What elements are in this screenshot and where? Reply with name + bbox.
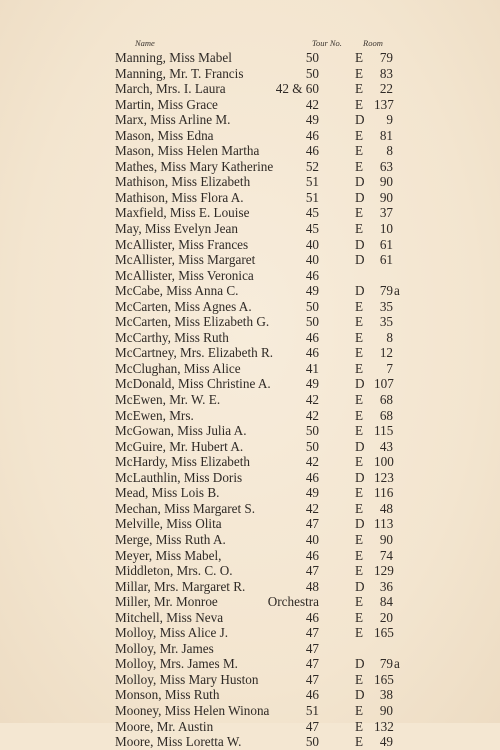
entry-name: Manning, Mr. T. Francis — [115, 65, 244, 81]
entry-tour-number: 50 — [305, 314, 319, 330]
entry-tour-number: 42 — [305, 454, 319, 470]
entry-room-number: 84 — [379, 594, 393, 610]
entry-name: Monson, Miss Ruth — [115, 687, 220, 703]
entry-room-number: 8 — [386, 143, 393, 159]
entry-room-number: 68 — [379, 392, 393, 408]
entry-room-deck: E — [355, 81, 364, 97]
entry-room-number: 35 — [379, 298, 393, 314]
entry-tour-number: 50 — [305, 65, 319, 81]
entry-room-number: 123 — [374, 469, 394, 485]
entry-tour-number: 45 — [305, 205, 319, 221]
entry-room-number: 12 — [379, 345, 393, 361]
list-item — [115, 345, 415, 361]
entry-name: Moore, Miss Loretta W. — [115, 734, 242, 750]
entry-room-deck: E — [355, 609, 364, 625]
entry-tour-number: 47 — [305, 625, 319, 641]
entry-name: Meyer, Miss Mabel, — [115, 547, 222, 563]
list-item — [115, 548, 415, 564]
entry-room-number: 7 — [386, 360, 393, 376]
entry-room-deck: D — [355, 236, 365, 252]
entry-room-deck: D — [355, 687, 365, 703]
entry-name: Merge, Miss Ruth A. — [115, 531, 226, 547]
entry-tour-number: 50 — [305, 734, 319, 750]
entry-name: Mathison, Miss Elizabeth — [115, 174, 251, 190]
entry-name: McCartney, Mrs. Elizabeth R. — [115, 345, 274, 361]
entry-tour-number: Orchestra — [267, 594, 319, 610]
list-item — [115, 641, 415, 657]
entry-room-number: 79 — [379, 50, 393, 65]
entry-room-number: 107 — [374, 376, 394, 392]
entry-tour-number: 47 — [305, 671, 319, 687]
list-item — [115, 112, 415, 128]
entry-room-number: 8 — [386, 329, 393, 345]
entry-room-deck: E — [355, 143, 364, 159]
entry-name: Millar, Mrs. Margaret R. — [115, 578, 246, 594]
entry-rows — [115, 50, 415, 750]
entry-room-number: 74 — [379, 547, 393, 563]
entry-name: McAllister, Miss Frances — [115, 236, 249, 252]
entry-name: McGuire, Mr. Hubert A. — [115, 438, 244, 454]
list-item — [115, 439, 415, 455]
entry-room-number: 38 — [379, 687, 393, 703]
entry-name: Melville, Miss Olita — [115, 516, 222, 532]
entry-room-number: 165 — [374, 671, 394, 687]
entry-room-deck: E — [355, 407, 364, 423]
entry-tour-number: 52 — [305, 158, 319, 174]
entry-room-number: 83 — [379, 65, 393, 81]
entry-tour-number: 51 — [305, 189, 319, 205]
entry-name: Marx, Miss Arline M. — [115, 112, 231, 128]
list-item — [115, 625, 415, 641]
entry-name: McHardy, Miss Elizabeth — [115, 454, 251, 470]
entry-tour-number: 47 — [305, 516, 319, 532]
entry-tour-number: 51 — [305, 174, 319, 190]
entry-room-deck: D — [355, 656, 365, 672]
list-item — [115, 330, 415, 346]
list-item — [115, 579, 415, 595]
entry-room-deck: D — [355, 516, 365, 532]
entry-tour-number: 50 — [305, 438, 319, 454]
entry-room-deck: E — [355, 314, 364, 330]
entry-tour-number: 50 — [305, 50, 319, 65]
entry-room-number: 129 — [374, 563, 394, 579]
list-item — [115, 50, 415, 66]
entry-room-number: 90 — [379, 189, 393, 205]
entry-room-number: 61 — [379, 252, 393, 268]
entry-room-deck: E — [355, 360, 364, 376]
entry-tour-number: 40 — [305, 531, 319, 547]
entry-room-number: 22 — [379, 81, 393, 97]
entry-room-deck: D — [355, 283, 365, 299]
entry-room-number: 90 — [379, 531, 393, 547]
entry-room-deck: E — [355, 158, 364, 174]
list-item — [115, 268, 415, 284]
list-item — [115, 672, 415, 688]
entry-name: Mason, Miss Edna — [115, 127, 214, 143]
entry-room-deck: D — [355, 578, 365, 594]
entry-room-suffix: a — [394, 656, 400, 672]
entry-room-number: 61 — [379, 236, 393, 252]
entry-name: McLauthlin, Miss Doris — [115, 469, 243, 485]
entry-tour-number: 46 — [305, 345, 319, 361]
entry-name: Molloy, Mr. James — [115, 640, 214, 656]
entry-room-number: 132 — [374, 718, 394, 734]
list-item — [115, 687, 415, 703]
entry-tour-number: 42 — [305, 500, 319, 516]
list-item — [115, 656, 415, 672]
list-item — [115, 516, 415, 532]
list-item — [115, 190, 415, 206]
list-item — [115, 283, 415, 299]
entry-tour-number: 47 — [305, 563, 319, 579]
list-item — [115, 423, 415, 439]
list-item — [115, 174, 415, 190]
entry-room-deck: E — [355, 734, 364, 750]
list-item — [115, 501, 415, 517]
entry-name: McCabe, Miss Anna C. — [115, 283, 239, 299]
list-item — [115, 408, 415, 424]
entry-tour-number: 46 — [305, 267, 319, 283]
entry-room-number: 35 — [379, 314, 393, 330]
entry-room-number: 115 — [374, 423, 394, 439]
entry-tour-number: 46 — [305, 687, 319, 703]
list-item — [115, 376, 415, 392]
list-item — [115, 734, 415, 750]
entry-room-deck: E — [355, 500, 364, 516]
entry-name: McEwen, Mr. W. E. — [115, 392, 221, 408]
entry-room-number: 79 — [379, 656, 393, 672]
entry-tour-number: 46 — [305, 329, 319, 345]
entry-tour-number: 41 — [305, 360, 319, 376]
entry-name: Maxfield, Miss E. Louise — [115, 205, 250, 221]
entry-name: Martin, Miss Grace — [115, 96, 218, 112]
entry-room-deck: E — [355, 594, 364, 610]
entry-room-deck: E — [355, 547, 364, 563]
entry-tour-number: 50 — [305, 423, 319, 439]
entry-tour-number: 46 — [305, 547, 319, 563]
entry-room-number: 90 — [379, 702, 393, 718]
entry-tour-number: 47 — [305, 656, 319, 672]
entry-tour-number: 45 — [305, 221, 319, 237]
list-item — [115, 719, 415, 735]
list-item — [115, 237, 415, 253]
entry-room-deck: E — [355, 205, 364, 221]
list-item — [115, 299, 415, 315]
entry-tour-number: 42 — [305, 96, 319, 112]
entry-room-deck: E — [355, 718, 364, 734]
entry-tour-number: 46 — [305, 609, 319, 625]
entry-name: Mason, Miss Helen Martha — [115, 143, 260, 159]
list-item — [115, 703, 415, 719]
entry-name: Miller, Mr. Monroe — [115, 594, 218, 610]
entry-room-number: 116 — [374, 485, 394, 501]
entry-room-deck: E — [355, 423, 364, 439]
list-item — [115, 128, 415, 144]
column-header-room: Room — [363, 38, 383, 48]
list-item — [115, 252, 415, 268]
entry-room-deck: D — [355, 252, 365, 268]
list-item — [115, 594, 415, 610]
entry-room-number: 68 — [379, 407, 393, 423]
column-header-row — [115, 38, 415, 50]
entry-tour-number: 49 — [305, 112, 319, 128]
entry-tour-number: 42 — [305, 407, 319, 423]
entry-tour-number: 46 — [305, 143, 319, 159]
entry-tour-number: 49 — [305, 485, 319, 501]
entry-name: May, Miss Evelyn Jean — [115, 221, 238, 237]
entry-room-deck: D — [355, 189, 365, 205]
entry-name: Mathes, Miss Mary Katherine — [115, 158, 274, 174]
entry-room-deck: E — [355, 50, 364, 65]
entry-tour-number: 49 — [305, 376, 319, 392]
list-item — [115, 221, 415, 237]
list-item — [115, 314, 415, 330]
entry-room-number: 79 — [379, 283, 393, 299]
entry-tour-number: 49 — [305, 283, 319, 299]
column-header-tour: Tour No. — [312, 38, 342, 48]
entry-name: Mathison, Miss Flora A. — [115, 189, 244, 205]
list-item — [115, 159, 415, 175]
entry-room-number: 63 — [379, 158, 393, 174]
entry-name: McDonald, Miss Christine A. — [115, 376, 271, 392]
list-item — [115, 563, 415, 579]
entry-room-deck: E — [355, 96, 364, 112]
entry-room-deck: D — [355, 438, 365, 454]
entry-room-deck: E — [355, 298, 364, 314]
entry-name: Mead, Miss Lois B. — [115, 485, 220, 501]
entry-tour-number: 46 — [305, 469, 319, 485]
entry-tour-number: 48 — [305, 578, 319, 594]
entry-room-deck: D — [355, 174, 365, 190]
entry-room-deck: D — [355, 112, 365, 128]
entry-name: McAllister, Miss Margaret — [115, 252, 256, 268]
list-item — [115, 205, 415, 221]
entry-name: McCarten, Miss Elizabeth G. — [115, 314, 270, 330]
entry-tour-number: 42 & 60 — [275, 81, 319, 97]
entry-name: McCarthy, Miss Ruth — [115, 329, 229, 345]
entry-room-deck: E — [355, 329, 364, 345]
entry-room-number: 36 — [379, 578, 393, 594]
entry-room-deck: E — [355, 531, 364, 547]
entry-name: Molloy, Mrs. James M. — [115, 656, 238, 672]
list-item — [115, 392, 415, 408]
entry-room-number: 49 — [379, 734, 393, 750]
entry-tour-number: 47 — [305, 718, 319, 734]
entry-name: Manning, Miss Mabel — [115, 50, 232, 65]
entry-room-deck: E — [355, 563, 364, 579]
entry-room-deck: E — [355, 485, 364, 501]
entry-name: McGowan, Miss Julia A. — [115, 423, 247, 439]
entry-tour-number: 50 — [305, 298, 319, 314]
entry-tour-number: 46 — [305, 127, 319, 143]
entry-room-number: 48 — [379, 500, 393, 516]
entry-room-deck: D — [355, 469, 365, 485]
entry-room-deck: D — [355, 376, 365, 392]
entry-name: Moore, Mr. Austin — [115, 718, 214, 734]
entry-tour-number: 40 — [305, 252, 319, 268]
entry-room-deck: E — [355, 392, 364, 408]
entry-room-number: 90 — [379, 174, 393, 190]
list-item — [115, 610, 415, 626]
entry-room-number: 37 — [379, 205, 393, 221]
entry-room-deck: E — [355, 454, 364, 470]
entry-tour-number: 51 — [305, 702, 319, 718]
entry-room-suffix: a — [394, 283, 400, 299]
entry-name: Mechan, Miss Margaret S. — [115, 500, 256, 516]
list-item — [115, 454, 415, 470]
entry-room-number: 9 — [386, 112, 393, 128]
entry-room-number: 81 — [379, 127, 393, 143]
entry-name: McEwen, Mrs. — [115, 407, 194, 423]
entry-room-deck: E — [355, 625, 364, 641]
entry-room-number: 10 — [379, 221, 393, 237]
entry-room-deck: E — [355, 221, 364, 237]
column-header-name: Name — [135, 38, 155, 48]
entry-name: Molloy, Miss Alice J. — [115, 625, 229, 641]
entry-tour-number: 42 — [305, 392, 319, 408]
list-item — [115, 532, 415, 548]
list-item — [115, 81, 415, 97]
entry-name: McCarten, Miss Agnes A. — [115, 298, 252, 314]
entry-room-deck: E — [355, 65, 364, 81]
entry-room-number: 165 — [374, 625, 394, 641]
entry-name: March, Mrs. I. Laura — [115, 81, 226, 97]
entry-room-number: 43 — [379, 438, 393, 454]
entry-room-number: 137 — [374, 96, 394, 112]
list-item — [115, 66, 415, 82]
entry-tour-number: 40 — [305, 236, 319, 252]
list-item — [115, 485, 415, 501]
entry-room-number: 113 — [374, 516, 394, 532]
list-item — [115, 143, 415, 159]
entry-name: Mitchell, Miss Neva — [115, 609, 224, 625]
entry-tour-number: 47 — [305, 640, 319, 656]
list-item — [115, 97, 415, 113]
entry-room-number: 20 — [379, 609, 393, 625]
entry-room-deck: E — [355, 702, 364, 718]
entry-name: Molloy, Miss Mary Huston — [115, 671, 259, 687]
list-item — [115, 361, 415, 377]
entry-room-deck: E — [355, 127, 364, 143]
entry-name: McClughan, Miss Alice — [115, 360, 241, 376]
entry-name: McAllister, Miss Veronica — [115, 267, 254, 283]
entry-room-number: 100 — [374, 454, 394, 470]
passenger-list — [115, 38, 415, 750]
entry-name: Mooney, Miss Helen Winona — [115, 702, 270, 718]
entry-room-deck: E — [355, 345, 364, 361]
list-item — [115, 470, 415, 486]
entry-name: Middleton, Mrs. C. O. — [115, 563, 233, 579]
entry-room-deck: E — [355, 671, 364, 687]
